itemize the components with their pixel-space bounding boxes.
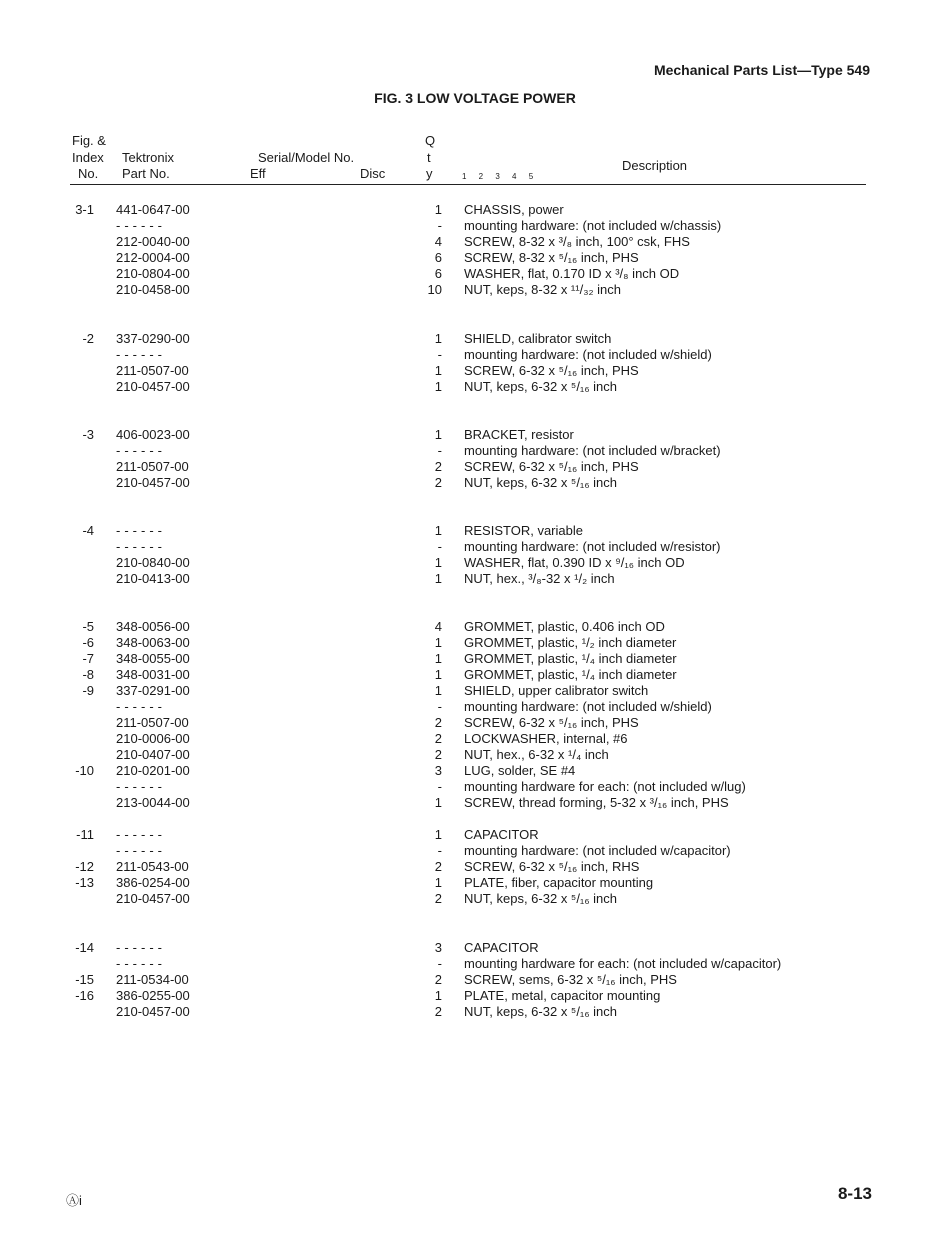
description: NUT, keps, 6-32 x ⁵/₁₆ inch <box>464 891 618 906</box>
part-row <box>0 475 950 491</box>
part-number: 210-0457-00 <box>116 379 190 394</box>
description: SCREW, 6-32 x ⁵/₁₆ inch, PHS <box>464 363 639 378</box>
disc-header: Disc <box>360 166 386 181</box>
part-number: 348-0056-00 <box>116 619 190 634</box>
part-row <box>0 331 950 347</box>
quantity: 2 <box>434 1004 442 1019</box>
quantity: 1 <box>434 331 442 346</box>
description: GROMMET, plastic, ¹/₄ inch diameter <box>464 667 677 682</box>
quantity: 2 <box>434 459 442 474</box>
part-row <box>0 539 950 555</box>
part-number: 348-0063-00 <box>116 635 190 650</box>
part-number: ------ <box>116 218 166 233</box>
part-number: 337-0291-00 <box>116 683 190 698</box>
quantity: 6 <box>434 250 442 265</box>
fig-header-line3: No. <box>78 166 99 181</box>
description: NUT, keps, 6-32 x ⁵/₁₆ inch <box>464 475 618 490</box>
eff-header: Eff <box>250 166 266 181</box>
parts-group <box>0 827 950 907</box>
description: mounting hardware: (not included w/capacitor) <box>464 843 731 858</box>
description: LUG, solder, SE #4 <box>464 763 576 778</box>
description: mounting hardware for each: (not included w/capacitor) <box>464 956 782 971</box>
quantity: 1 <box>434 667 442 682</box>
quantity: 6 <box>434 266 442 281</box>
index-number: -9 <box>82 683 94 698</box>
index-number: -12 <box>75 859 94 874</box>
description: SCREW, 6-32 x ⁵/₁₆ inch, PHS <box>464 715 639 730</box>
quantity: 10 <box>427 282 442 297</box>
part-number: 210-0457-00 <box>116 475 190 490</box>
quantity: - <box>437 699 442 714</box>
description: SHIELD, upper calibrator switch <box>464 683 649 698</box>
part-row <box>0 266 950 282</box>
part-row <box>0 731 950 747</box>
fig-header-line1: Fig. & <box>72 133 106 148</box>
part-number: ------ <box>116 443 166 458</box>
part-number: 348-0055-00 <box>116 651 190 666</box>
part-number: 211-0507-00 <box>116 715 189 730</box>
quantity: 2 <box>434 891 442 906</box>
page-number: 8-13 <box>837 1184 872 1203</box>
fig-header-line2: Index <box>72 150 104 165</box>
description: GROMMET, plastic, ¹/₄ inch diameter <box>464 651 677 666</box>
description: CHASSIS, power <box>464 202 564 217</box>
part-number: 348-0031-00 <box>116 667 190 682</box>
part-row <box>0 635 950 651</box>
description: mounting hardware: (not included w/bracket) <box>464 443 721 458</box>
description: NUT, keps, 6-32 x ⁵/₁₆ inch <box>464 1004 618 1019</box>
part-row <box>0 379 950 395</box>
part-number: 210-0413-00 <box>116 571 190 586</box>
quantity: 1 <box>434 635 442 650</box>
part-number: 210-0457-00 <box>116 1004 190 1019</box>
part-row <box>0 459 950 475</box>
quantity: 1 <box>434 651 442 666</box>
quantity: 1 <box>434 683 442 698</box>
quantity: - <box>437 539 442 554</box>
index-number: -3 <box>82 427 94 442</box>
index-number: -13 <box>75 875 94 890</box>
index-number: -16 <box>75 988 94 1003</box>
description: LOCKWASHER, internal, #6 <box>464 731 628 746</box>
quantity: 2 <box>434 859 442 874</box>
part-row <box>0 972 950 988</box>
quantity: 2 <box>434 747 442 762</box>
part-row <box>0 555 950 571</box>
part-row <box>0 715 950 731</box>
index-number: -2 <box>82 331 94 346</box>
parts-group <box>0 940 950 1020</box>
part-number: ------ <box>116 779 166 794</box>
description: SCREW, thread forming, 5-32 x ³/₁₆ inch, PHS <box>464 795 729 810</box>
part-row <box>0 843 950 859</box>
part-row <box>0 363 950 379</box>
part-row <box>0 443 950 459</box>
description: CAPACITOR <box>464 940 539 955</box>
part-number: ------ <box>116 827 166 842</box>
part-number: 210-0804-00 <box>116 266 190 281</box>
part-row <box>0 667 950 683</box>
description: mounting hardware: (not included w/shield) <box>464 347 712 362</box>
description: SCREW, sems, 6-32 x ⁵/₁₆ inch, PHS <box>464 972 677 987</box>
quantity: 1 <box>434 875 442 890</box>
quantity: - <box>437 347 442 362</box>
quantity: 1 <box>434 363 442 378</box>
description: NUT, keps, 8-32 x ¹¹/₃₂ inch <box>464 282 621 297</box>
parts-group <box>0 523 950 587</box>
part-number: ------ <box>116 843 166 858</box>
part-number: ------ <box>116 523 166 538</box>
index-number: -7 <box>82 651 94 666</box>
description: SCREW, 6-32 x ⁵/₁₆ inch, PHS <box>464 459 639 474</box>
part-number: 212-0040-00 <box>116 234 190 249</box>
index-number: -8 <box>82 667 94 682</box>
index-number: 3-1 <box>75 202 94 217</box>
quantity: 1 <box>434 795 442 810</box>
quantity: - <box>437 218 442 233</box>
part-number: 211-0507-00 <box>116 363 189 378</box>
part-row <box>0 875 950 891</box>
part-number: ------ <box>116 940 166 955</box>
part-number: 210-0006-00 <box>116 731 190 746</box>
figure-title: FIG. 3 LOW VOLTAGE POWER <box>374 90 576 106</box>
part-number: 212-0004-00 <box>116 250 190 265</box>
quantity: 1 <box>434 202 442 217</box>
description: NUT, hex., 6-32 x ¹/₄ inch <box>464 747 609 762</box>
part-row <box>0 763 950 779</box>
description: RESISTOR, variable <box>464 523 583 538</box>
part-row <box>0 523 950 539</box>
description: SCREW, 6-32 x ⁵/₁₆ inch, RHS <box>464 859 640 874</box>
quantity: - <box>437 843 442 858</box>
part-row <box>0 202 950 218</box>
description: NUT, keps, 6-32 x ⁵/₁₆ inch <box>464 379 618 394</box>
index-number: -15 <box>75 972 94 987</box>
part-number: ------ <box>116 699 166 714</box>
part-number: 386-0255-00 <box>116 988 190 1003</box>
description: NUT, hex., ³/₈-32 x ¹/₂ inch <box>464 571 615 586</box>
part-number: 406-0023-00 <box>116 427 190 442</box>
part-row <box>0 250 950 266</box>
quantity: 1 <box>434 379 442 394</box>
part-number: 441-0647-00 <box>116 202 190 217</box>
quantity: 3 <box>434 940 442 955</box>
description: GROMMET, plastic, ¹/₂ inch diameter <box>464 635 677 650</box>
quantity: 2 <box>434 731 442 746</box>
part-row <box>0 747 950 763</box>
qty-header-t: t <box>427 150 431 165</box>
parts-group <box>0 331 950 395</box>
description: WASHER, flat, 0.170 ID x ³/₈ inch OD <box>464 266 680 281</box>
parts-group <box>0 202 950 298</box>
index-number: -5 <box>82 619 94 634</box>
running-head: Mechanical Parts List—Type 549 <box>653 62 870 78</box>
part-row <box>0 699 950 715</box>
part-number: 210-0407-00 <box>116 747 190 762</box>
index-number: -10 <box>75 763 94 778</box>
quantity: 1 <box>434 827 442 842</box>
qty-header-y: y <box>426 166 433 181</box>
part-row <box>0 940 950 956</box>
description: SHIELD, calibrator switch <box>464 331 612 346</box>
quantity: 1 <box>434 988 442 1003</box>
part-number: 211-0534-00 <box>116 972 189 987</box>
quantity: 2 <box>434 972 442 987</box>
index-number: -14 <box>75 940 94 955</box>
indent-levels: 1 2 3 4 5 <box>462 172 539 181</box>
part-row <box>0 956 950 972</box>
part-row <box>0 795 950 811</box>
quantity: 3 <box>434 763 442 778</box>
part-number: 210-0457-00 <box>116 891 190 906</box>
description-header: Description <box>622 158 688 173</box>
part-row <box>0 651 950 667</box>
index-number: -6 <box>82 635 94 650</box>
description: GROMMET, plastic, 0.406 inch OD <box>464 619 665 634</box>
part-row <box>0 571 950 587</box>
serial-header: Serial/Model No. <box>258 150 355 165</box>
publisher-mark: Ⓐi <box>66 1193 82 1208</box>
part-number: 210-0201-00 <box>116 763 190 778</box>
quantity: - <box>437 443 442 458</box>
quantity: - <box>437 956 442 971</box>
index-number: -4 <box>82 523 94 538</box>
quantity: - <box>437 779 442 794</box>
tektronix-header-line2: Part No. <box>122 166 170 181</box>
description: PLATE, fiber, capacitor mounting <box>464 875 654 890</box>
part-row <box>0 891 950 907</box>
quantity: 2 <box>434 475 442 490</box>
part-row <box>0 779 950 795</box>
part-number: ------ <box>116 956 166 971</box>
description: mounting hardware: (not included w/resistor) <box>464 539 721 554</box>
part-row <box>0 347 950 363</box>
part-number: ------ <box>116 539 166 554</box>
quantity: 4 <box>434 234 442 249</box>
quantity: 2 <box>434 715 442 730</box>
part-row <box>0 859 950 875</box>
part-number: 211-0507-00 <box>116 459 189 474</box>
index-number: -11 <box>76 827 94 842</box>
quantity: 1 <box>434 523 442 538</box>
part-row <box>0 619 950 635</box>
part-row <box>0 234 950 250</box>
description: mounting hardware for each: (not included w/lug) <box>464 779 746 794</box>
part-number: 210-0840-00 <box>116 555 190 570</box>
part-number: 211-0543-00 <box>116 859 189 874</box>
description: BRACKET, resistor <box>464 427 574 442</box>
part-row <box>0 427 950 443</box>
description: SCREW, 8-32 x ³/₈ inch, 100° csk, FHS <box>464 234 690 249</box>
description: SCREW, 8-32 x ⁵/₁₆ inch, PHS <box>464 250 639 265</box>
part-number: 337-0290-00 <box>116 331 190 346</box>
description: CAPACITOR <box>464 827 539 842</box>
part-number: 386-0254-00 <box>116 875 190 890</box>
quantity: 4 <box>434 619 442 634</box>
part-number: 210-0458-00 <box>116 282 190 297</box>
part-row <box>0 683 950 699</box>
part-row <box>0 282 950 298</box>
description: mounting hardware: (not included w/shield) <box>464 699 712 714</box>
part-row <box>0 218 950 234</box>
description: mounting hardware: (not included w/chassis) <box>464 218 722 233</box>
description: WASHER, flat, 0.390 ID x ⁹/₁₆ inch OD <box>464 555 685 570</box>
part-number: 213-0044-00 <box>116 795 190 810</box>
tektronix-header-line1: Tektronix <box>122 150 175 165</box>
quantity: 1 <box>434 571 442 586</box>
parts-group <box>0 619 950 811</box>
quantity: 1 <box>434 427 442 442</box>
header-rule <box>70 184 866 185</box>
parts-group <box>0 427 950 491</box>
qty-header-q: Q <box>425 133 436 148</box>
part-number: ------ <box>116 347 166 362</box>
part-row <box>0 827 950 843</box>
part-row <box>0 1004 950 1020</box>
quantity: 1 <box>434 555 442 570</box>
description: PLATE, metal, capacitor mounting <box>464 988 661 1003</box>
part-row <box>0 988 950 1004</box>
